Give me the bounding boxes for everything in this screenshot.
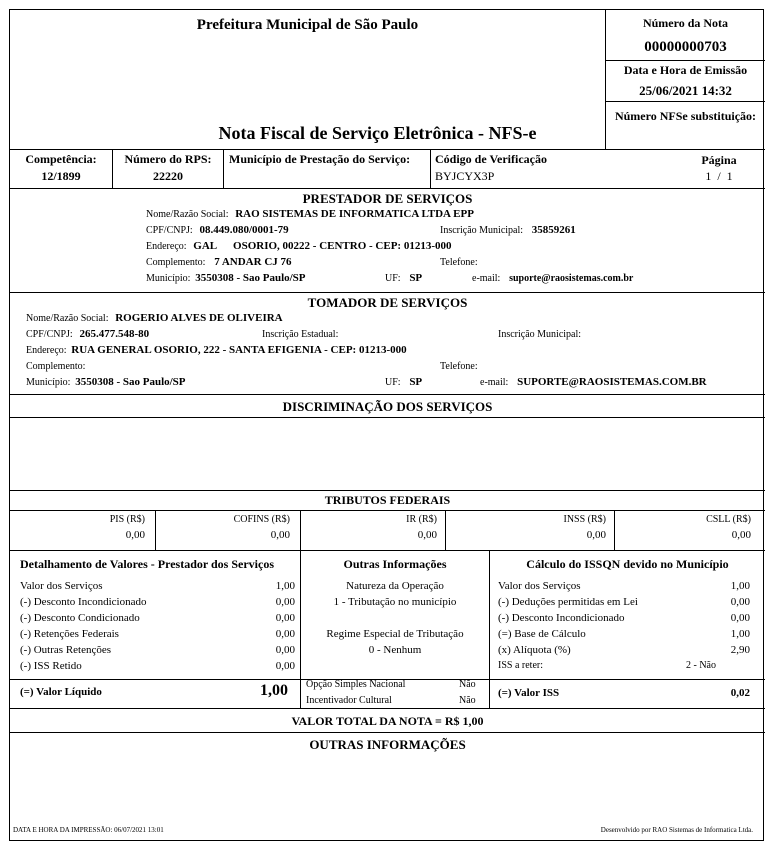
valor-liquido-label: (=) Valor Líquido xyxy=(20,686,102,698)
tomador-cnpj: 265.477.548-80 xyxy=(79,328,150,340)
prestador-im: 35859261 xyxy=(531,224,576,236)
tributo-csll-label: CSLL (R$) xyxy=(706,514,751,525)
prestador-complemento-label: Complemento: xyxy=(146,257,206,268)
regime-label: Regime Especial de Tributação xyxy=(326,628,464,640)
tomador-municipio: 3550308 - Sao Paulo/SP xyxy=(75,376,186,388)
tributos-title: TRIBUTOS FEDERAIS xyxy=(324,493,451,507)
valor-iss: 0,02 xyxy=(730,687,750,699)
pagina-label: Página xyxy=(701,153,737,167)
prefeitura-title: Prefeitura Municipal de São Paulo xyxy=(196,17,419,33)
tomador-endereco-label: Endereço: xyxy=(26,345,67,356)
tomador-ie-row xyxy=(262,328,342,340)
regime: 0 - Nenhum xyxy=(368,644,422,656)
valor-iss-label: (=) Valor ISS xyxy=(498,687,560,699)
data-impressao: DATA E HORA DA IMPRESSÃO: 06/07/2021 13:01 xyxy=(13,826,164,834)
tomador-email: SUPORTE@RAOSISTEMAS.COM.BR xyxy=(517,376,707,388)
prestador-email-label: e-mail: xyxy=(472,273,501,284)
prestador-uf-label: UF: xyxy=(385,273,401,284)
numero-nota-label: Número da Nota xyxy=(642,16,729,30)
tributo-pis xyxy=(10,514,155,541)
tributo-csll-value: 0,00 xyxy=(731,529,751,541)
incentivador-label: Incentivador Cultural xyxy=(306,695,392,706)
tributo-pis-value: 0,00 xyxy=(125,529,145,541)
competencia: 12/1899 xyxy=(41,169,81,183)
prestador-telefone-label: Telefone: xyxy=(440,257,478,268)
tributo-ir-label: IR (R$) xyxy=(406,514,437,525)
prestador-telefone-row xyxy=(440,256,482,268)
tributo-ir xyxy=(301,514,445,541)
tomador-im-row xyxy=(498,328,585,340)
prestador-uf: SP xyxy=(409,272,423,284)
numero-nota: 00000000703 xyxy=(644,39,727,55)
issqn-row: (=) Base de Cálculo 1,00 xyxy=(498,628,750,640)
prestador-email-row xyxy=(472,272,633,284)
tomador-razao-label: Nome/Razão Social: xyxy=(26,313,109,324)
simples-label: Opção Simples Nacional xyxy=(306,679,406,690)
tomador-ie-label: Inscrição Estadual: xyxy=(262,329,339,340)
detalhamento-title: Detalhamento de Valores - Prestador dos Serviços xyxy=(20,557,274,571)
nfse-substituicao-label: Número NFSe substituição: xyxy=(614,109,757,123)
tomador-uf: SP xyxy=(409,376,423,388)
municipio-prestacao-label: Município de Prestação do Serviço: xyxy=(229,152,411,166)
detalhamento-row: (-) Desconto Incondicionado 0,00 xyxy=(20,596,295,608)
prestador-endereco: GAL OSORIO, 00222 - CENTRO - CEP: 01213-000 xyxy=(193,240,452,252)
prestador-uf-row xyxy=(385,272,422,284)
issqn-row: (-) Deduções permitidas em Lei 0,00 xyxy=(498,596,750,608)
valor-liquido: 1,00 xyxy=(260,682,288,699)
detalhamento-row: (-) ISS Retido 0,00 xyxy=(20,660,295,672)
issqn-iss-reter-row xyxy=(498,660,750,676)
tomador-complemento-label: Complemento: xyxy=(26,361,86,372)
tributo-cofins xyxy=(156,514,300,541)
tomador-razao: ROGERIO ALVES DE OLIVEIRA xyxy=(115,312,283,324)
detalhamento-row: (-) Desconto Condicionado 0,00 xyxy=(20,612,295,624)
natureza-label: Natureza da Operação xyxy=(346,580,444,592)
data-emissao-label: Data e Hora de Emissão xyxy=(623,63,748,77)
codigo-verificacao-label: Código de Verificação xyxy=(435,152,547,166)
natureza: 1 - Tributação no município xyxy=(333,596,457,608)
tomador-im-label: Inscrição Municipal: xyxy=(498,329,582,340)
prestador-cnpj: 08.449.080/0001-79 xyxy=(199,224,289,236)
rps-label: Número do RPS: xyxy=(124,152,212,166)
prestador-cnpj-label: CPF/CNPJ: xyxy=(146,225,193,236)
prestador-endereco-row xyxy=(146,240,452,252)
tomador-telefone-label: Telefone: xyxy=(440,361,478,372)
prestador-municipio-row xyxy=(146,272,306,284)
tomador-cnpj-label: CPF/CNPJ: xyxy=(26,329,73,340)
tomador-municipio-row xyxy=(26,376,186,388)
discriminacao-text xyxy=(18,422,756,482)
tomador-razao-row xyxy=(26,312,283,324)
detalhamento-row: Valor dos Serviços 1,00 xyxy=(20,580,295,592)
tomador-email-label: e-mail: xyxy=(480,377,509,388)
issqn-row: Valor dos Serviços 1,00 xyxy=(498,580,750,592)
prestador-endereco-label: Endereço: xyxy=(146,241,187,252)
tributo-cofins-value: 0,00 xyxy=(270,529,290,541)
tomador-endereco-row xyxy=(26,344,407,356)
outras-info-title: Outras Informações xyxy=(343,557,447,571)
issqn-list xyxy=(498,580,750,676)
detalhamento-list xyxy=(20,580,295,676)
tomador-email-row xyxy=(480,376,707,388)
rps: 22220 xyxy=(153,169,183,183)
iss-reter: 2 - Não xyxy=(686,660,716,671)
tributo-cofins-label: COFINS (R$) xyxy=(233,514,290,525)
prestador-razao: RAO SISTEMAS DE INFORMATICA LTDA EPP xyxy=(235,208,474,220)
nfse-document xyxy=(9,9,764,841)
prestador-razao-label: Nome/Razão Social: xyxy=(146,209,229,220)
codigo-verificacao: BYJCYX3P xyxy=(435,169,495,183)
desenvolvido-por: Desenvolvido por RAO Sistemas de Informatica Ltda. xyxy=(600,826,753,834)
competencia-label: Competência: xyxy=(25,152,97,166)
prestador-municipio-label: Município: xyxy=(146,273,191,284)
detalhamento-row: (-) Outras Retenções 0,00 xyxy=(20,644,295,656)
prestador-razao-row xyxy=(146,208,474,220)
data-emissao: 25/06/2021 14:32 xyxy=(639,83,732,98)
tributo-inss-value: 0,00 xyxy=(586,529,606,541)
prestador-municipio: 3550308 - Sao Paulo/SP xyxy=(195,272,306,284)
tomador-uf-row xyxy=(385,376,422,388)
outras-informacoes-text xyxy=(18,758,756,818)
tomador-complemento-row xyxy=(26,360,89,372)
incentivador: Não xyxy=(459,695,476,706)
detalhamento-row: (-) Retenções Federais 0,00 xyxy=(20,628,295,640)
pagina: 1 / 1 xyxy=(705,169,733,183)
tributo-pis-label: PIS (R$) xyxy=(109,514,145,525)
outras-informacoes-title: OUTRAS INFORMAÇÕES xyxy=(309,737,466,752)
tributo-ir-value: 0,00 xyxy=(417,529,437,541)
prestador-cnpj-row xyxy=(146,224,289,236)
tributo-inss-label: INSS (R$) xyxy=(563,514,606,525)
tomador-telefone-row xyxy=(440,360,482,372)
issqn-title: Cálculo do ISSQN devido no Município xyxy=(526,557,729,571)
valor-total: VALOR TOTAL DA NOTA = R$ 1,00 xyxy=(291,714,484,728)
prestador-im-label: Inscrição Municipal: xyxy=(440,225,524,236)
discriminacao-title: DISCRIMINAÇÃO DOS SERVIÇOS xyxy=(282,399,493,414)
tomador-title: TOMADOR DE SERVIÇOS xyxy=(307,295,468,310)
document-title: Nota Fiscal de Serviço Eletrônica - NFS-e xyxy=(218,123,537,143)
prestador-complemento-row xyxy=(146,256,292,268)
issqn-row: (-) Desconto Incondicionado 0,00 xyxy=(498,612,750,624)
tomador-municipio-label: Município: xyxy=(26,377,71,388)
tomador-endereco: RUA GENERAL OSORIO, 222 - SANTA EFIGENIA - CEP: 01213-000 xyxy=(71,344,407,356)
tomador-cnpj-row xyxy=(26,328,149,340)
prestador-title: PRESTADOR DE SERVIÇOS xyxy=(302,191,473,206)
tributo-inss xyxy=(446,514,614,541)
tributo-csll xyxy=(615,514,765,541)
prestador-complemento: 7 ANDAR CJ 76 xyxy=(214,256,292,268)
simples: Não xyxy=(459,679,476,690)
prestador-email: suporte@raosistemas.com.br xyxy=(509,273,634,284)
iss-reter-label: ISS a reter: xyxy=(498,660,543,671)
prestador-im-row xyxy=(440,224,576,236)
tomador-uf-label: UF: xyxy=(385,377,401,388)
issqn-row: (x) Alíquota (%) 2,90 xyxy=(498,644,750,656)
